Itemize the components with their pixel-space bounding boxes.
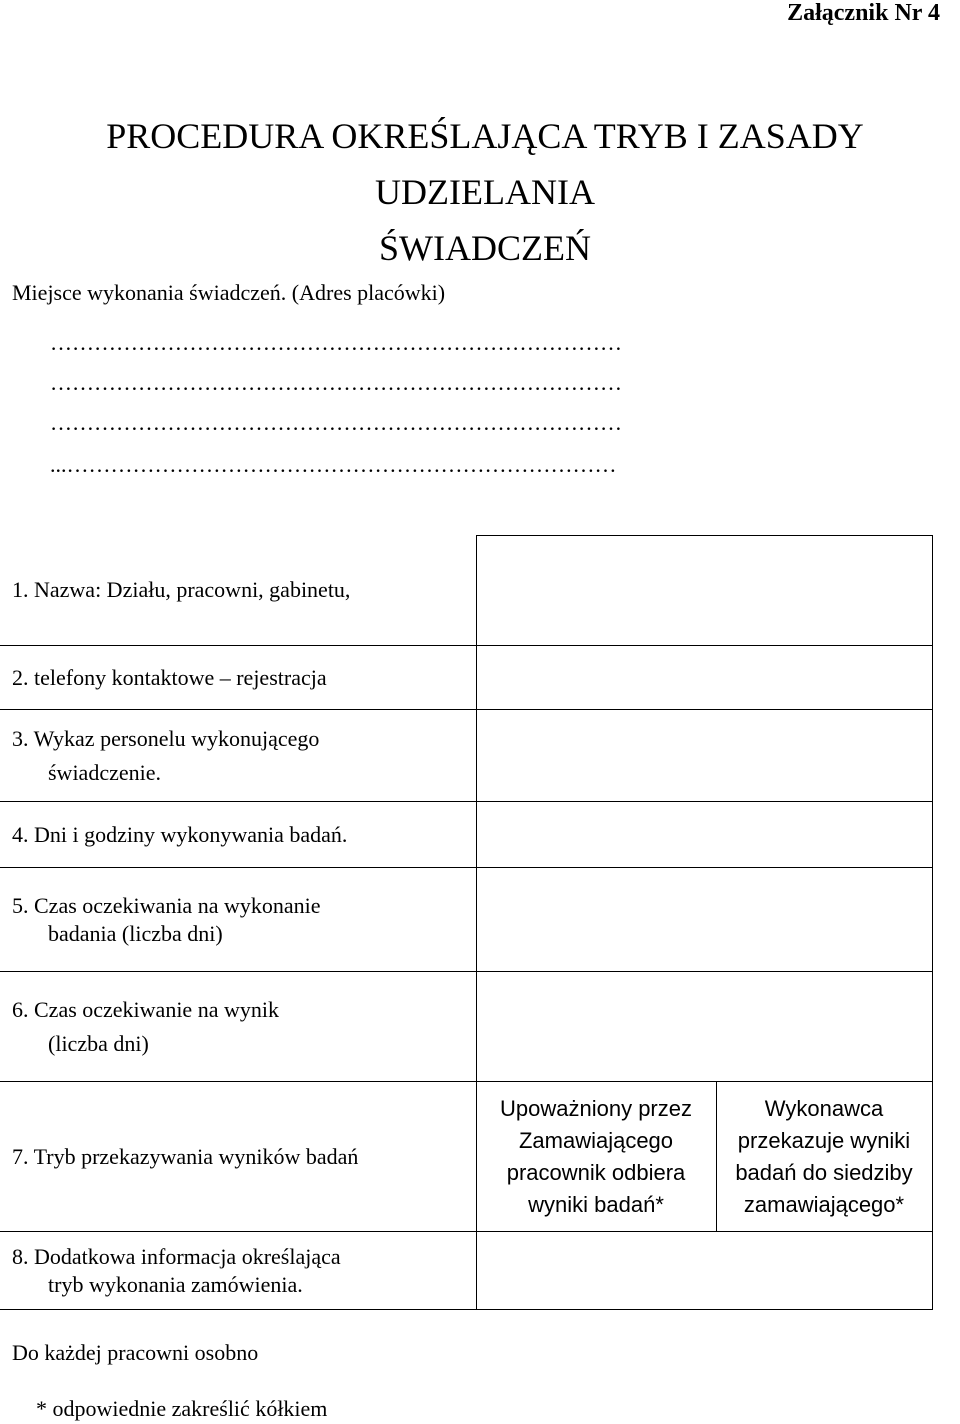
row-value-field[interactable]	[476, 710, 932, 802]
table-row	[0, 802, 932, 868]
document-title	[12, 108, 958, 276]
table-row	[0, 868, 932, 972]
address-line-3[interactable]: ……………………………………………………………………	[50, 410, 622, 435]
address-line-1[interactable]: ……………………………………………………………………	[50, 330, 622, 355]
table-row	[0, 1082, 932, 1232]
table-row	[0, 972, 932, 1082]
footer-note: Do każdej pracowni osobno	[12, 1340, 259, 1365]
row-value-field[interactable]	[476, 802, 932, 868]
place-label: Miejsce wykonania świadczeń. (Adres placówki)	[12, 280, 446, 305]
row-value-field[interactable]	[476, 1232, 932, 1310]
option-authorized-employee[interactable]: Upoważniony przez Zamawiającego pracownik odbiera wyniki badań*	[476, 1082, 716, 1232]
row-value-field[interactable]	[476, 868, 932, 972]
row-value-field[interactable]	[476, 972, 932, 1082]
table-row	[0, 710, 932, 802]
row-label: 5. Czas oczekiwania na wykonanie badania (liczba dni)	[0, 868, 476, 972]
row-label: 8. Dodatkowa informacja określająca tryb wykonania zamówienia.	[0, 1232, 476, 1310]
address-line-2[interactable]: ……………………………………………………………………	[50, 370, 622, 395]
row-value-field[interactable]	[476, 536, 932, 646]
row-label: 2. telefony kontaktowe – rejestracja	[0, 646, 476, 710]
table-row	[0, 646, 932, 710]
option-contractor-delivers[interactable]: Wykonawca przekazuje wyniki badań do siedziby zamawiającego*	[716, 1082, 932, 1232]
row-label: 7. Tryb przekazywania wyników badań	[0, 1082, 476, 1232]
title-line-1: PROCEDURA OKREŚLAJĄCA TRYB I ZASADY UDZIELANIA	[106, 116, 864, 212]
table-row	[0, 536, 932, 646]
table-row	[0, 1232, 932, 1310]
address-line-4[interactable]: ...…………………………………………………………………	[50, 452, 617, 477]
row-label: 4. Dni i godziny wykonywania badań.	[0, 802, 476, 868]
row-label: 6. Czas oczekiwanie na wynik (liczba dni)	[0, 972, 476, 1082]
annex-label: Załącznik Nr 4	[787, 0, 940, 26]
row-value-field[interactable]	[476, 646, 932, 710]
title-line-2: ŚWIADCZEŃ	[379, 228, 591, 268]
procedure-form-table	[0, 535, 933, 1310]
row-label: 1. Nazwa: Działu, pracowni, gabinetu,	[0, 536, 476, 646]
footnote-circle-instruction: * odpowiednie zakreślić kółkiem	[36, 1396, 328, 1421]
row-label: 3. Wykaz personelu wykonującego świadczenie.	[0, 710, 476, 802]
